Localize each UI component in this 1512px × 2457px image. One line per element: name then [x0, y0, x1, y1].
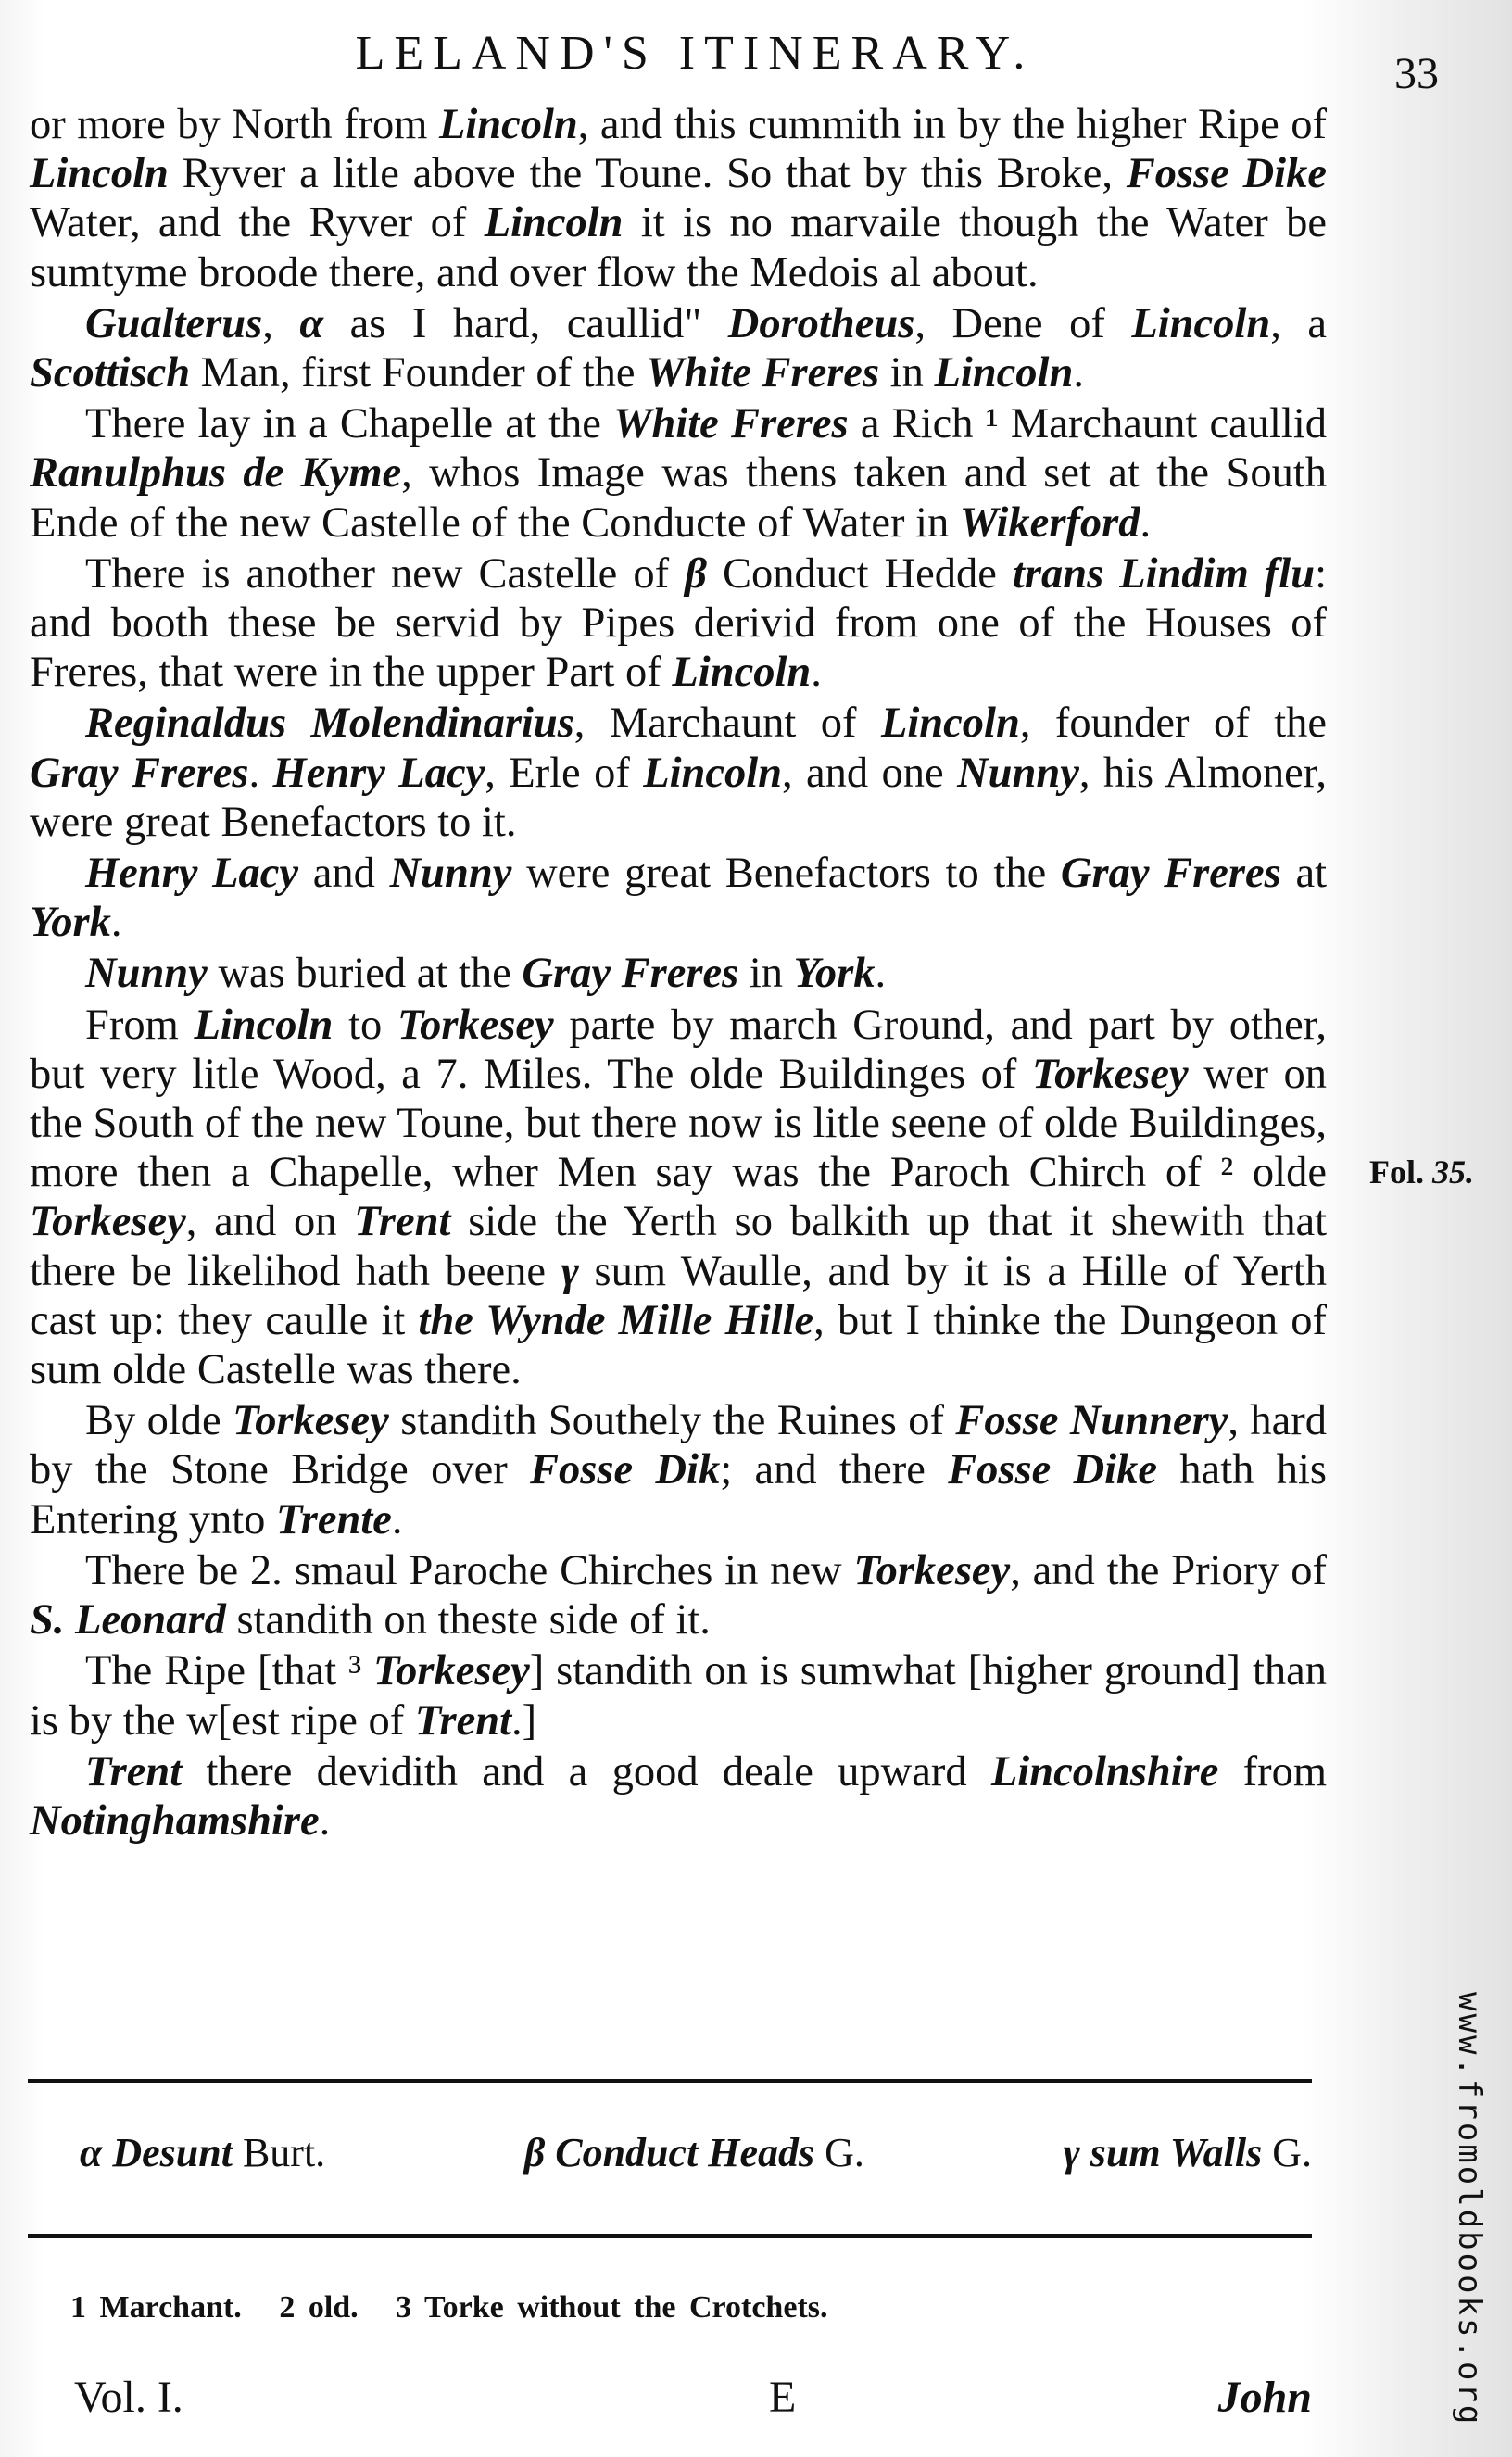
text-run: it is no marvaile though the Water be sumtyme broode there, and over flow the Medois al about. [30, 199, 1328, 296]
catchword: John [1217, 2373, 1312, 2422]
text-run: . [875, 950, 887, 998]
text-paragraph [30, 399, 1327, 548]
text-paragraph [30, 100, 1327, 297]
text-run: There is another new Castelle of [85, 549, 686, 598]
italic-text-run: Lincolnshire [990, 1747, 1219, 1796]
text-paragraph [30, 949, 1327, 998]
variant-mark: β [523, 2130, 546, 2175]
italic-text-run: Fosse Dik [530, 1446, 721, 1494]
text-run: , but I thinke the Dungeon of sum olde Castelle was there. [30, 1296, 1327, 1394]
text-run: , and the Priory of [1010, 1546, 1328, 1594]
text-run: : and booth these be servid by Pipes derivid from one of the Houses of Freres, that were in the upper Part of [30, 549, 1327, 697]
italic-text-run: Gray Freres [522, 950, 739, 998]
text-paragraph [30, 699, 1327, 847]
margin-folio-number: 35. [1432, 1153, 1474, 1191]
text-run: as I hard, caullid" [323, 299, 728, 347]
italic-text-run: S. Leonard [30, 1596, 226, 1644]
text-run: hath his Entering ynto [30, 1446, 1327, 1544]
italic-text-run: York [30, 899, 111, 947]
italic-text-run: Lincoln [438, 101, 578, 148]
text-paragraph [30, 299, 1327, 397]
italic-text-run: Notinghamshire [30, 1796, 320, 1845]
text-run: There lay in a Chapelle at the [85, 400, 614, 448]
text-paragraph [30, 1001, 1327, 1395]
italic-text-run: Torkesey [30, 1198, 186, 1246]
italic-text-run: β [685, 549, 707, 598]
text-run: , and on [185, 1198, 355, 1246]
italic-text-run: Lincoln [194, 1001, 334, 1049]
variant-source: Burt. [242, 2130, 326, 2175]
italic-text-run: α [299, 299, 324, 347]
italic-text-run: Lincoln [672, 649, 812, 697]
italic-text-run: Lincoln [934, 349, 1074, 397]
text-run: , hard by the Stone Bridge over [30, 1397, 1328, 1494]
variant-word: sum Walls [1090, 2130, 1263, 2175]
italic-text-run: Dorotheus [727, 299, 915, 347]
text-run: were great Benefactors to the [511, 850, 1061, 898]
text-run: , and one [782, 749, 958, 797]
italic-text-run: Torkesey [373, 1647, 530, 1695]
text-run: , Marchaunt of [573, 699, 881, 748]
text-run: Water, and the Ryver of [30, 199, 485, 247]
italic-text-run: Trent [85, 1747, 183, 1796]
text-paragraph [30, 549, 1327, 698]
page-number: 33 [1394, 49, 1439, 98]
volume-label: Vol. I. [74, 2373, 183, 2422]
text-run: .] [511, 1696, 537, 1745]
text-paragraph [30, 1396, 1327, 1544]
text-run: . [110, 899, 122, 947]
watermark [1451, 1992, 1493, 2446]
text-run: . [391, 1495, 403, 1544]
text-run: , Erle of [485, 749, 644, 797]
text-run: at [1280, 850, 1328, 898]
italic-text-run: Ranulphus de Kyme [30, 449, 402, 498]
text-run: . [319, 1796, 331, 1845]
text-run: , founder of the [1019, 699, 1327, 748]
text-run: in [879, 349, 935, 397]
text-run: Conduct Hedde [706, 549, 1013, 598]
text-run: , a [1270, 299, 1328, 347]
text-run: ; and there [720, 1446, 949, 1494]
text-run: wer on the South of the new Toune, but there now is litle seene of olde Buildinges, more then a Chapelle, wher Men say was the Paroch Chirch of ² olde [30, 1050, 1327, 1197]
italic-text-run: Henry Lacy [272, 749, 485, 797]
text-run: a Rich ¹ Marchaunt caullid [848, 400, 1328, 448]
variant-readings [80, 2129, 1312, 2176]
italic-text-run: Torkesey [1031, 1050, 1189, 1098]
footnote: 2 old. [279, 2290, 359, 2325]
italic-text-run: Nunny [957, 749, 1079, 797]
italic-text-run: Trent [414, 1696, 512, 1745]
italic-text-run: trans Lindim flu [1012, 549, 1316, 598]
text-run: , his Almoner, were great Benefactors to it. [30, 749, 1328, 846]
text-run: standith on theste side of it. [225, 1596, 711, 1644]
text-run: By olde [85, 1397, 233, 1445]
italic-text-run: Trente [276, 1495, 392, 1544]
text-run: there devidith and a good deale upward [182, 1747, 991, 1796]
footnotes [70, 2290, 852, 2325]
divider-rule-bottom [28, 2234, 1312, 2238]
italic-text-run: Fosse Dike [1126, 150, 1327, 198]
italic-text-run: Wikerford [959, 498, 1140, 547]
text-run: Man, first Founder of the [190, 349, 647, 397]
text-run: sum Waulle, and by it is a Hille of Yerth cast up: they caulle it [30, 1247, 1327, 1344]
margin-folio-label: Fol. [1369, 1153, 1424, 1191]
text-run: , and this cummith in by the higher Ripe of [577, 101, 1327, 148]
italic-text-run: Gray Freres [30, 749, 249, 797]
italic-text-run: Lincoln [30, 150, 169, 198]
footnote: 1 Marchant. [70, 2290, 242, 2325]
text-paragraph [30, 1646, 1327, 1745]
italic-text-run: Torkesey [853, 1546, 1011, 1594]
italic-text-run: Henry Lacy [85, 850, 299, 898]
text-run: , Dene of [914, 299, 1132, 347]
italic-text-run: Gray Freres [1060, 850, 1281, 898]
main-text [30, 100, 1327, 1846]
text-run: . [1140, 498, 1152, 547]
variant-mark: α [80, 2130, 103, 2175]
text-paragraph [30, 849, 1327, 947]
text-run: side the Yerth so balkith up that it shewith that there be likelihod hath beene [30, 1198, 1328, 1295]
text-run: . [1073, 349, 1084, 397]
text-run: to [333, 1001, 397, 1049]
text-run: . [248, 749, 273, 797]
italic-text-run: Nunny [85, 950, 208, 998]
text-run: was buried at the [207, 950, 523, 998]
text-run: Ryver a litle above the Toune. So that by this Broke, [168, 150, 1127, 198]
variant-word: Desunt [112, 2130, 233, 2175]
italic-text-run: Gualterus [85, 299, 263, 347]
variant-reading-gamma [1063, 2129, 1312, 2176]
text-run: ] standith on is sumwhat [higher ground] than is by the w[est ripe of [30, 1647, 1328, 1745]
italic-text-run: the Wynde Mille Hille [418, 1296, 814, 1344]
variant-reading-beta [524, 2129, 864, 2176]
footnote: 3 Torke without the Crotchets. [396, 2290, 828, 2325]
text-paragraph [30, 1747, 1327, 1846]
italic-text-run: York [793, 950, 876, 998]
italic-text-run: Trent [354, 1198, 451, 1246]
text-run: , whos Image was thens taken and set at the South Ende of the new Castelle of the Conducte of Water in [30, 449, 1328, 547]
text-run: and [298, 850, 390, 898]
text-run: The Ripe [that ³ [85, 1647, 374, 1695]
italic-text-run: Fosse Dike [948, 1446, 1157, 1494]
italic-text-run: Scottisch [30, 349, 191, 397]
running-head: LELAND'S ITINERARY. [355, 27, 1035, 80]
text-paragraph [30, 1546, 1327, 1644]
text-run: parte by march Ground, and part by other, but very litle Wood, a 7. Miles. The olde Buildinges of [30, 1001, 1327, 1098]
watermark-text: www.fromoldbooks.org [1451, 1992, 1488, 2427]
italic-text-run: γ [561, 1247, 579, 1295]
variant-source: G. [1272, 2130, 1312, 2175]
italic-text-run: White Freres [646, 349, 880, 397]
italic-text-run: Torkesey [397, 1001, 554, 1049]
italic-text-run: Lincoln [880, 699, 1020, 748]
italic-text-run: Lincoln [1131, 299, 1271, 347]
text-run: There be 2. smaul Paroche Chirches in new [85, 1546, 854, 1594]
italic-text-run: Reginaldus Molendinarius [85, 699, 574, 748]
signature-mark: E [769, 2373, 797, 2422]
variant-mark: γ [1063, 2130, 1080, 2175]
divider-rule-top [28, 2079, 1312, 2083]
text-run: , [262, 299, 300, 347]
text-run: standith Southely the Ruines of [388, 1397, 956, 1445]
margin-folio-note [1369, 1153, 1474, 1191]
text-run: From [85, 1001, 195, 1049]
variant-reading-alpha [80, 2129, 325, 2176]
italic-text-run: Fosse Nunnery [955, 1397, 1228, 1445]
text-run: from [1218, 1747, 1328, 1796]
italic-text-run: Torkesey [233, 1397, 389, 1445]
variant-word: Conduct Heads [555, 2130, 815, 2175]
variant-source: G. [825, 2130, 864, 2175]
text-run: . [811, 649, 822, 697]
italic-text-run: Lincoln [484, 199, 624, 247]
italic-text-run: Nunny [389, 850, 512, 898]
text-run: in [738, 950, 794, 998]
italic-text-run: Lincoln [643, 749, 783, 797]
italic-text-run: White Freres [613, 400, 849, 448]
text-run: or more by North from [30, 101, 439, 148]
